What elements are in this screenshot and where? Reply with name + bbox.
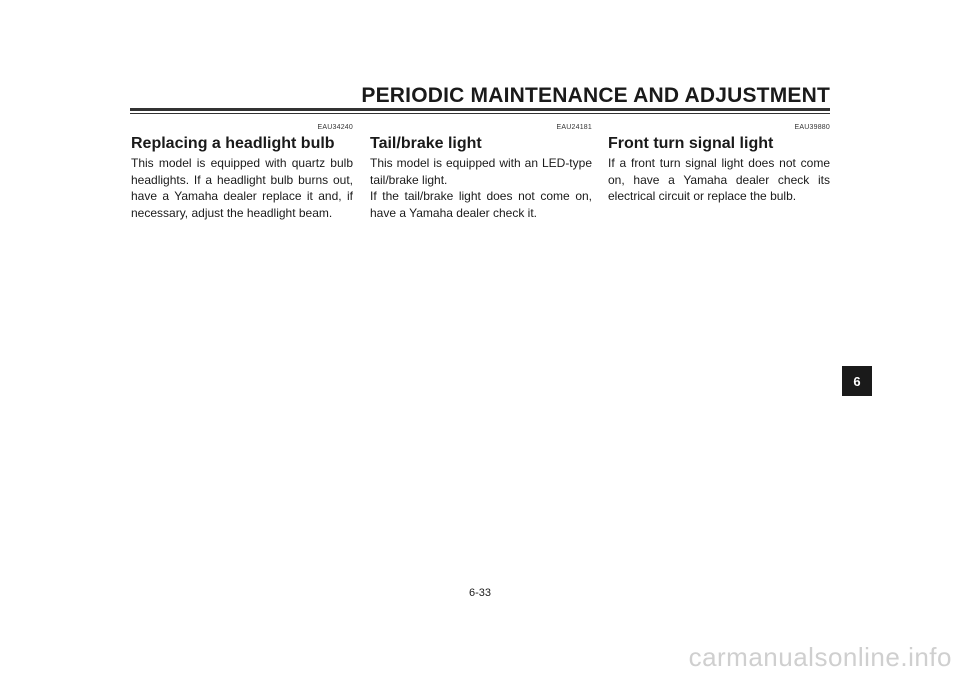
section-heading: Replacing a headlight bulb <box>131 135 335 152</box>
section-body <box>608 155 830 205</box>
chapter-tab: 6 <box>842 366 872 396</box>
section-code: EAU34240 <box>317 124 353 131</box>
watermark: carmanualsonline.info <box>688 642 952 672</box>
page-number: 6-33 <box>468 587 492 599</box>
header-rule <box>130 108 830 111</box>
page-header-title: PERIODIC MAINTENANCE AND ADJUSTMENT <box>361 84 830 107</box>
body-paragraph: If the tail/brake light does not come on, have a Yamaha dealer check it. <box>370 189 592 220</box>
section-body <box>370 155 592 221</box>
section-heading: Tail/brake light <box>370 135 482 152</box>
section-code: EAU24181 <box>556 124 592 131</box>
section-tail-brake-light <box>370 123 592 221</box>
section-front-turn-signal <box>608 123 830 205</box>
section-heading: Front turn signal light <box>608 135 774 152</box>
section-headlight-bulb <box>131 123 353 221</box>
body-paragraph: This model is equipped with an LED-type tail/brake light. <box>370 156 592 187</box>
body-paragraph: If a front turn signal light does not come on, have a Yamaha dealer check its electrical circuit or replace the bulb. <box>608 156 830 204</box>
header-rule-thin <box>130 113 830 114</box>
section-body <box>131 155 353 221</box>
section-code: EAU39880 <box>794 124 830 131</box>
body-paragraph: This model is equipped with quartz bulb headlights. If a headlight bulb burns out, have a Yamaha dealer replace it and, if necessary, adjust the headlight beam. <box>131 156 353 220</box>
